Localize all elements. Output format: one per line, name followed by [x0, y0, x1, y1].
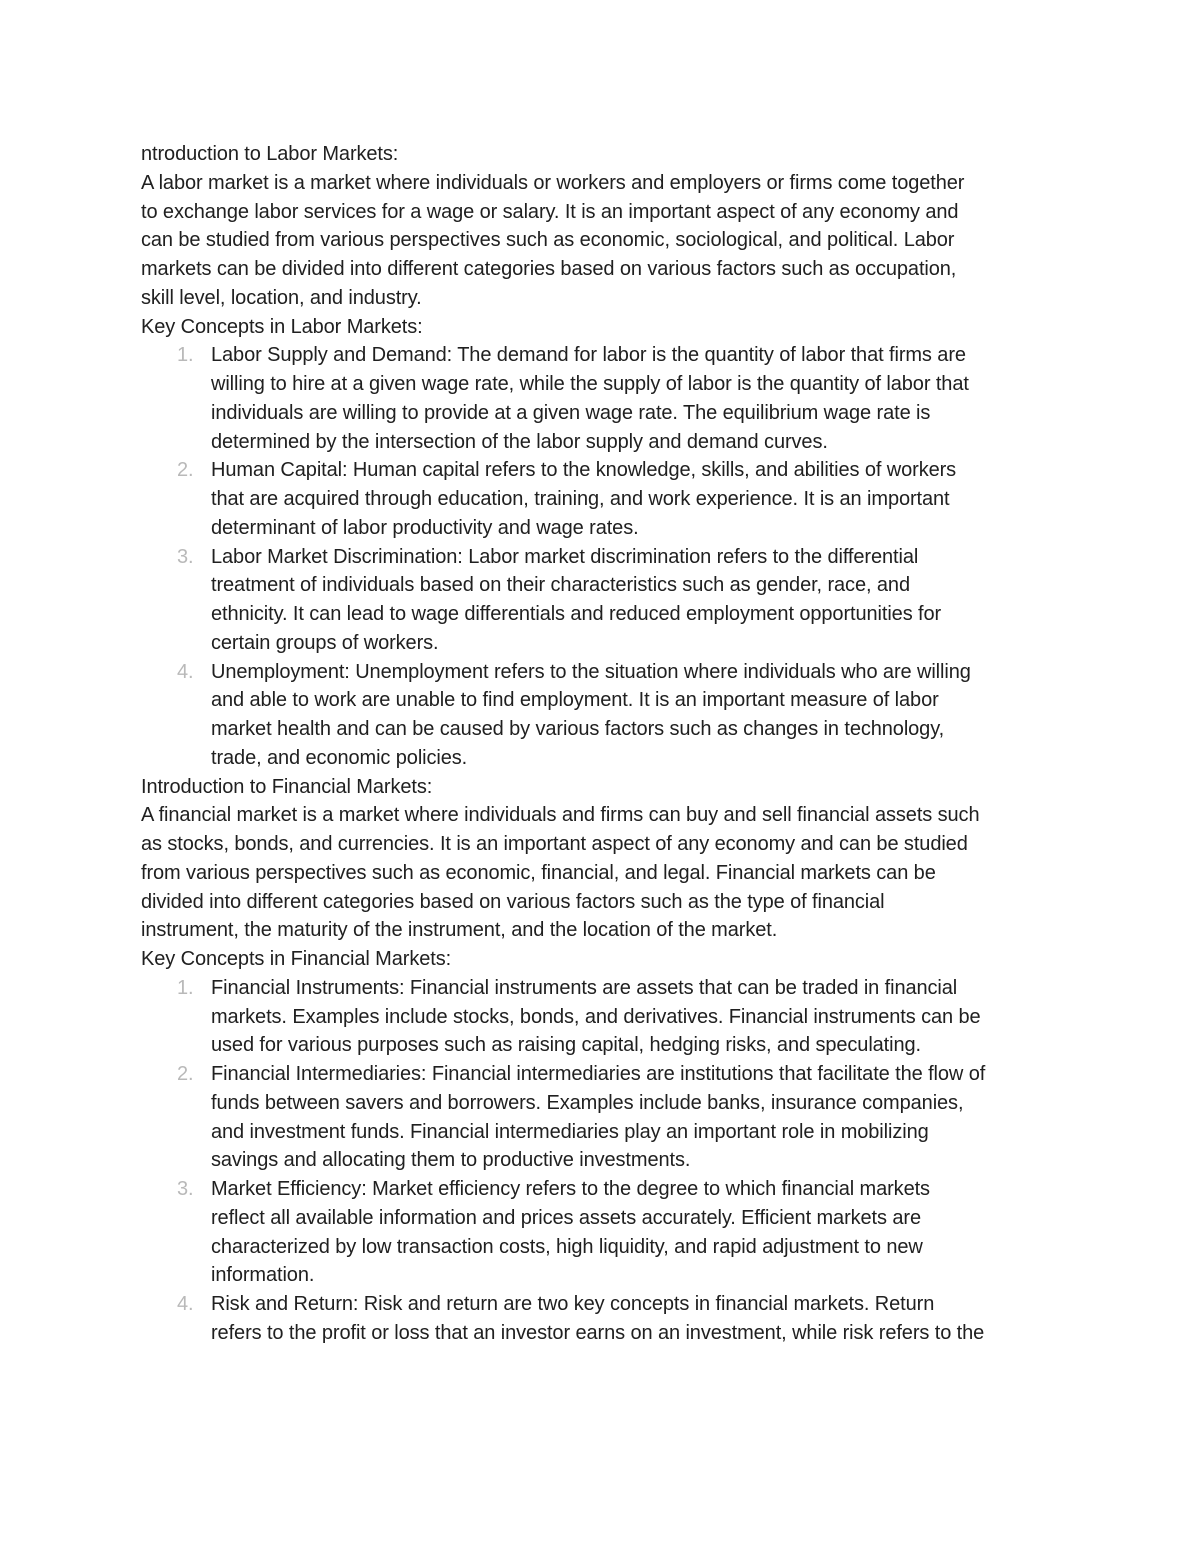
list-item-number: 1.	[177, 344, 194, 367]
financial-intro-line: as stocks, bonds, and currencies. It is an important aspect of any economy and can be studied	[141, 833, 968, 855]
labor-intro-line: skill level, location, and industry.	[141, 286, 422, 309]
list-item-line: characterized by low transaction costs, high liquidity, and rapid adjustment to new	[211, 1235, 923, 1258]
labor-key-concepts-list	[141, 341, 1071, 772]
financial-key-concepts-heading: Key Concepts in Financial Markets:	[141, 948, 452, 970]
list-item-line: savings and allocating them to productive investments.	[211, 1149, 691, 1172]
list-item-number: 4.	[177, 1293, 194, 1315]
list-item	[141, 1175, 1071, 1290]
list-item-line: and investment funds. Financial intermediaries play an important role in mobilizing	[211, 1120, 929, 1143]
financial-heading: Introduction to Financial Markets:	[141, 775, 433, 798]
list-item-number: 4.	[177, 660, 194, 683]
list-item-line: Human Capital: Human capital refers to the knowledge, skills, and abilities of workers	[211, 459, 957, 482]
labor-heading: ntroduction to Labor Markets:	[141, 143, 399, 165]
financial-intro-line: instrument, the maturity of the instrument, and the location of the market.	[141, 919, 778, 942]
labor-key-concepts-heading: Key Concepts in Labor Markets:	[141, 315, 423, 338]
list-item	[141, 658, 1071, 773]
list-item-line: Risk and Return: Risk and return are two key concepts in financial markets. Return	[211, 1293, 935, 1315]
list-item-line: market health and can be caused by various factors such as changes in technology,	[211, 718, 945, 740]
list-item-line: willing to hire at a given wage rate, while the supply of labor is the quantity of labor that	[211, 373, 969, 395]
list-item-line: reflect all available information and prices assets accurately. Efficient markets are	[211, 1206, 921, 1229]
list-item-number: 2.	[177, 1063, 194, 1085]
list-item-number: 3.	[177, 1178, 194, 1200]
financial-section	[141, 773, 1071, 1348]
list-item-line: certain groups of workers.	[211, 631, 439, 654]
list-item-number: 3.	[177, 545, 194, 568]
list-item-line: used for various purposes such as raising capital, hedging risks, and speculating.	[211, 1034, 921, 1057]
list-item-line: information.	[211, 1264, 315, 1287]
labor-intro-line: A labor market is a market where individuals or workers and employers or firms come together	[141, 171, 965, 194]
list-item-line: Unemployment: Unemployment refers to the situation where individuals who are willing	[211, 660, 971, 683]
labor-intro-paragraph	[141, 169, 1071, 313]
financial-intro-paragraph	[141, 801, 1071, 945]
list-item-number: 2.	[177, 459, 194, 482]
list-item-line: Labor Market Discrimination: Labor market discrimination refers to the differential	[211, 545, 919, 568]
list-item	[141, 1290, 1071, 1348]
list-item	[141, 341, 1071, 456]
list-item	[141, 543, 1071, 658]
list-item-line: Labor Supply and Demand: The demand for labor is the quantity of labor that firms are	[211, 344, 966, 367]
document-page	[141, 140, 1071, 1348]
labor-intro-line: to exchange labor services for a wage or salary. It is an important aspect of any economy and	[141, 200, 959, 223]
list-item-line: Financial Instruments: Financial instruments are assets that can be traded in financial	[211, 976, 958, 999]
list-item	[141, 1060, 1071, 1175]
list-item	[141, 974, 1071, 1060]
list-item-line: ethnicity. It can lead to wage differentials and reduced employment opportunities for	[211, 603, 942, 625]
list-item-line: Financial Intermediaries: Financial intermediaries are institutions that facilitate the flow of	[211, 1063, 986, 1085]
labor-section	[141, 140, 1071, 773]
labor-intro-line: can be studied from various perspectives such as economic, sociological, and political. Labor	[141, 229, 955, 252]
list-item-line: funds between savers and borrowers. Examples include banks, insurance companies,	[211, 1091, 964, 1114]
list-item-line: treatment of individuals based on their characteristics such as gender, race, and	[211, 574, 910, 597]
list-item-number: 1.	[177, 976, 194, 999]
list-item-line: markets. Examples include stocks, bonds, and derivatives. Financial instruments can be	[211, 1005, 981, 1028]
financial-intro-line: from various perspectives such as economic, financial, and legal. Financial markets can be	[141, 861, 936, 884]
list-item-line: and able to work are unable to find employment. It is an important measure of labor	[211, 689, 939, 712]
financial-intro-line: divided into different categories based on various factors such as the type of financial	[141, 890, 885, 913]
labor-intro-line: markets can be divided into different categories based on various factors such as occupation,	[141, 258, 957, 280]
list-item-line: refers to the profit or loss that an investor earns on an investment, while risk refers to the	[211, 1321, 985, 1344]
list-item-line: Market Efficiency: Market efficiency refers to the degree to which financial markets	[211, 1178, 930, 1200]
list-item-line: individuals are willing to provide at a given wage rate. The equilibrium wage rate is	[211, 401, 931, 424]
list-item-line: determinant of labor productivity and wage rates.	[211, 516, 639, 539]
list-item-line: trade, and economic policies.	[211, 746, 468, 769]
financial-intro-line: A financial market is a market where individuals and firms can buy and sell financial assets such	[141, 804, 980, 827]
list-item	[141, 456, 1071, 542]
financial-key-concepts-list	[141, 974, 1071, 1348]
list-item-line: determined by the intersection of the labor supply and demand curves.	[211, 430, 828, 453]
list-item-line: that are acquired through education, training, and work experience. It is an important	[211, 488, 950, 510]
